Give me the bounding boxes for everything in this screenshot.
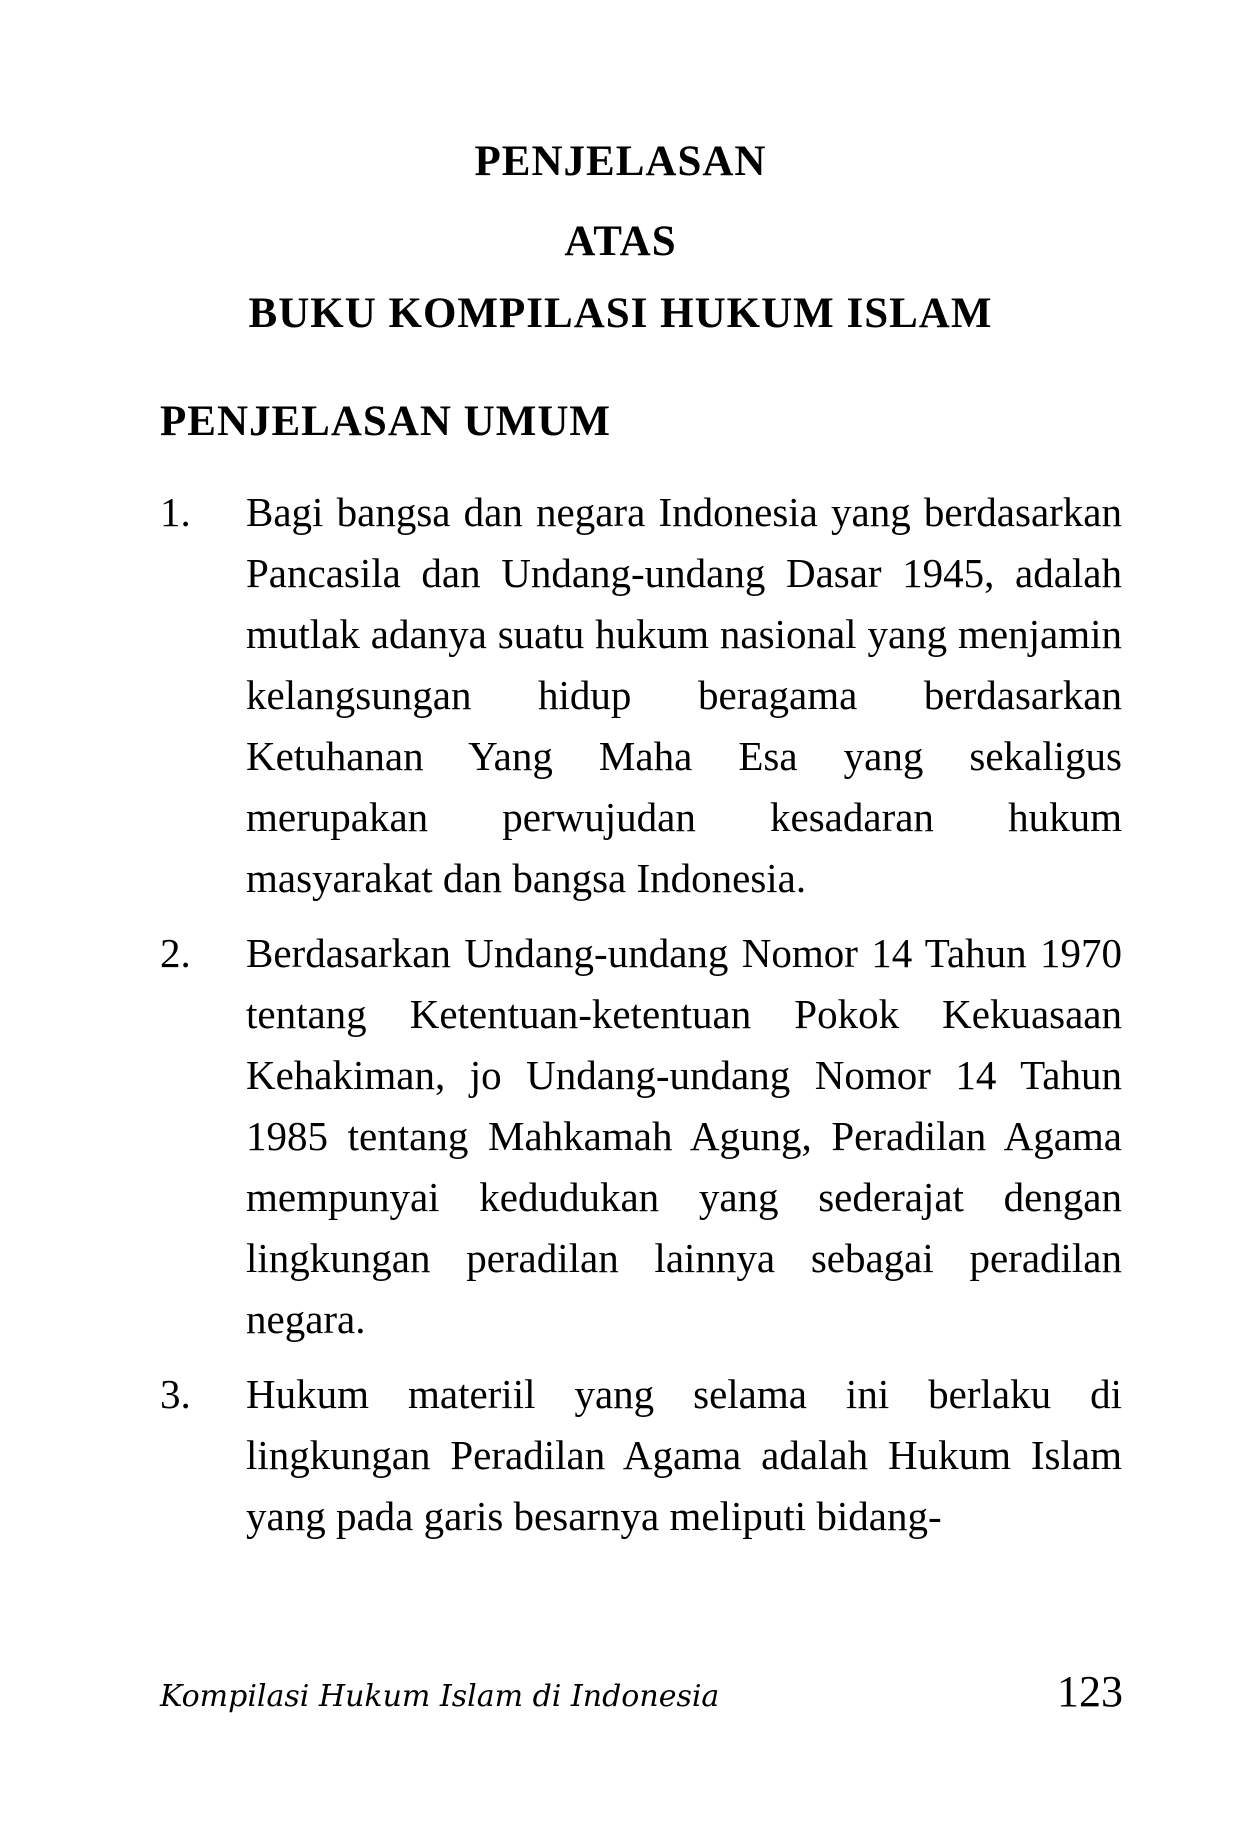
list-item-text: Berdasarkan Undang-undang Nomor 14 Tahun 1970 tentang Ketentuan-ketentuan Pokok Kekuasaan Kehakiman, jo Undang-undang Nomor 14 Tahun 1985 tentang Mahkamah Agung, Peradilan Agama mempunyai kedudukan yang sederajat dengan lingkungan peradilan lainnya sebagai peradilan negara. [246,930,1122,1342]
list-item-number: 2. [160,930,191,976]
list-item [160,1364,1122,1547]
list-item-text: Hukum materiil yang selama ini berlaku di lingkungan Peradilan Agama adalah Hukum Islam yang pada garis besarnya meliputi bidang- [246,1371,1122,1539]
page-number: 123 [1057,1667,1123,1716]
list-item-text: Bagi bangsa dan negara Indonesia yang berdasarkan Pancasila dan Undang-undang Dasar 1945, adalah mutlak adanya suatu hukum nasional yang menjamin kelangsungan hidup beragama berdasarkan Ketuhanan Yang Maha Esa yang sekaligus merupakan perwujudan kesadaran hukum masyarakat dan bangsa Indonesia. [246,489,1122,901]
list-item-number: 3. [160,1371,191,1417]
title-line-3: BUKU KOMPILASI HUKUM ISLAM [248,290,993,337]
list-item-number: 1. [160,489,191,535]
list-item [160,923,1122,1350]
list-item [160,482,1122,909]
title-line-1: PENJELASAN [474,138,767,185]
section-heading: PENJELASAN UMUM [160,398,611,445]
title-line-2: ATAS [564,218,677,265]
footer-book-title: Kompilasi Hukum Islam di Indonesia [160,1679,720,1714]
numbered-list [160,482,1122,1547]
